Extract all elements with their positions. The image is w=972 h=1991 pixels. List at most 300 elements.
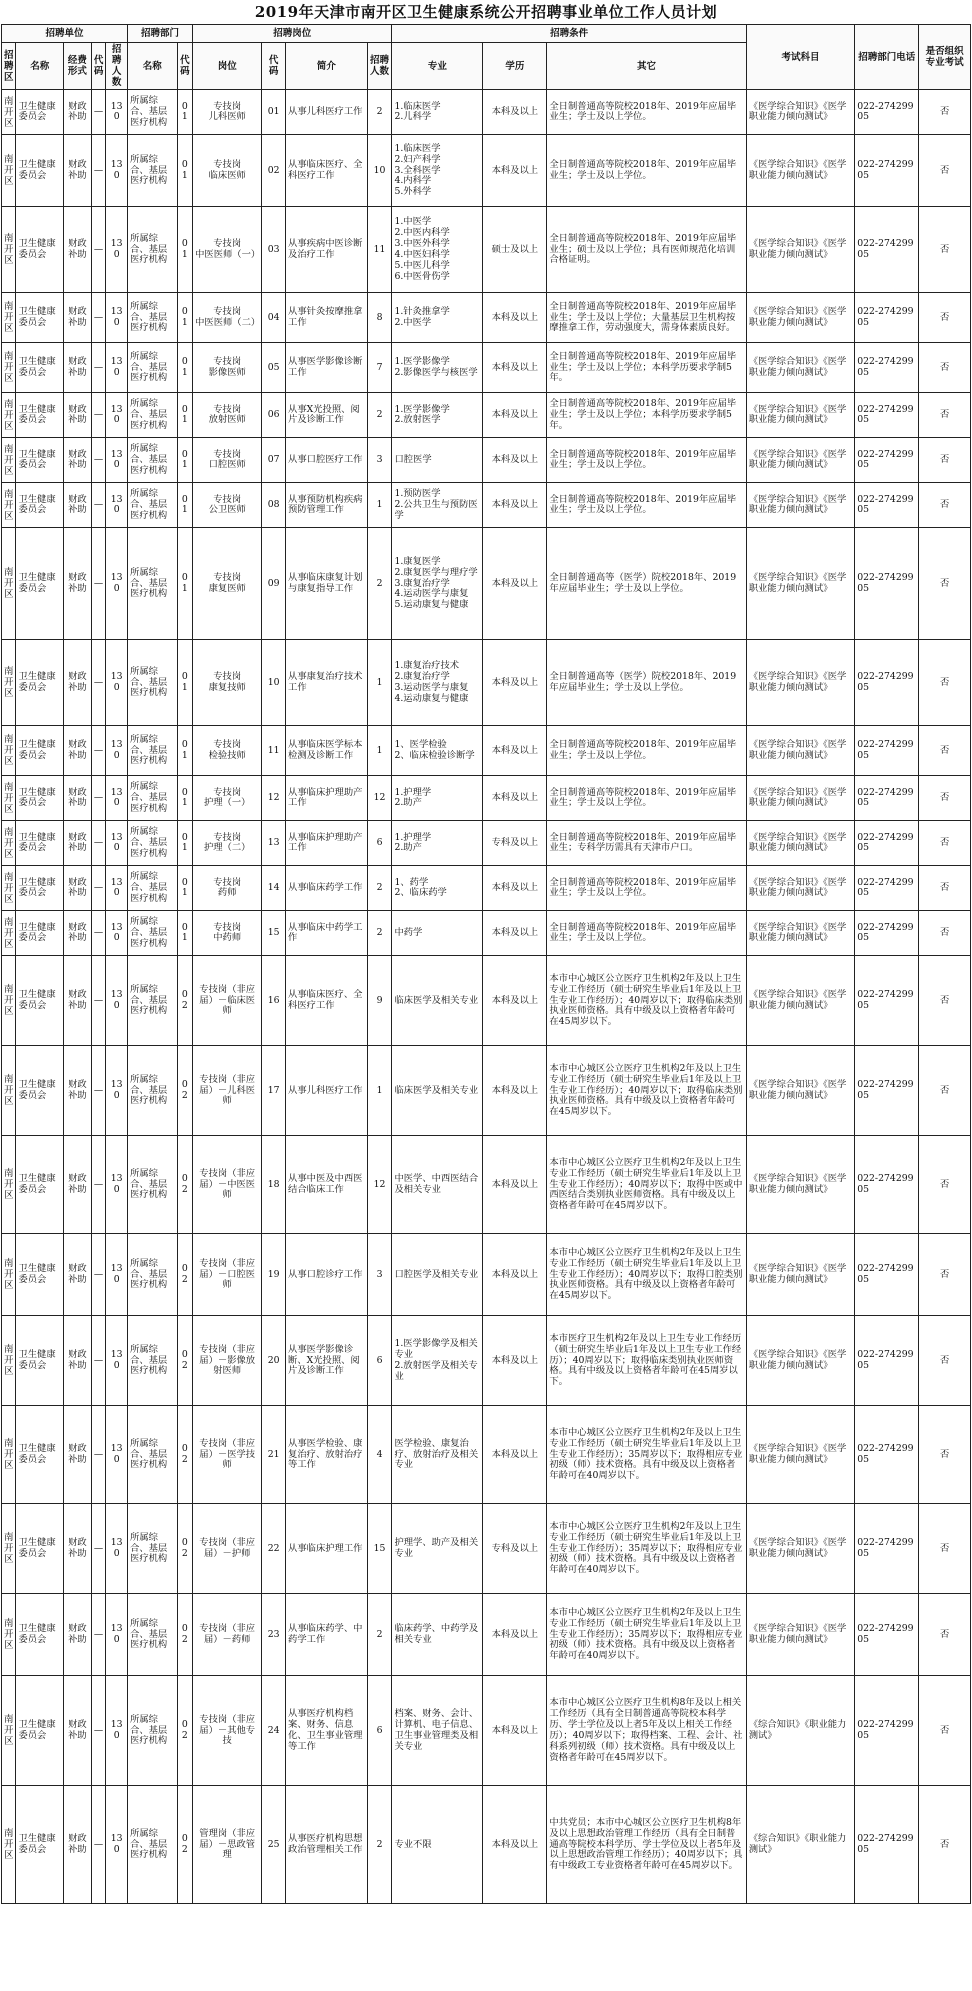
phone-cell: 022-27429905 <box>855 293 919 343</box>
other-cell: 全日制普通高等院校2018年、2019年应届毕业生；学士及以上学位。 <box>547 776 746 821</box>
unit-name-cell: 卫生健康委员会 <box>16 135 64 207</box>
funding-cell: 财政补助 <box>63 528 91 640</box>
education-cell: 本科及以上 <box>483 90 547 135</box>
exam-subject-cell: 《医学综合知识》《医学职业能力倾向测试》 <box>746 776 854 821</box>
post-code-cell: 12 <box>262 776 286 821</box>
table-row <box>2 1316 971 1406</box>
count-cell: 4 <box>367 1406 392 1504</box>
dept-code-cell: 02 <box>177 1676 193 1786</box>
post-code-cell: 09 <box>262 528 286 640</box>
header-dept-name: 名称 <box>128 43 178 90</box>
brief-cell: 从事临床康复计划与康复指导工作 <box>286 528 368 640</box>
education-cell: 本科及以上 <box>483 1046 547 1136</box>
other-cell: 本市中心城区公立医疗卫生机构2年及以上卫生专业工作经历（硕士研究生毕业后1年及以上卫生专业工作经历）；40周岁以下；取得临床类别执业医师资格。具有中级及以上资格者年龄可在45周岁以下。 <box>547 956 746 1046</box>
post-cell: 专技岗 中医医师（二） <box>193 293 262 343</box>
district-cell: 南开区 <box>2 1676 16 1786</box>
post-cell: 专技岗 药师 <box>193 866 262 911</box>
header-unit-name: 名称 <box>16 43 64 90</box>
funding-cell: 财政补助 <box>63 90 91 135</box>
district-cell: 南开区 <box>2 1046 16 1136</box>
major-cell: 临床药学、中药学及相关专业 <box>392 1594 483 1676</box>
other-cell: 全日制普通高等院校2018年、2019年应届毕业生；专科学历需具有天津市户口。 <box>547 821 746 866</box>
table-row <box>2 343 971 393</box>
prof-exam-cell: 否 <box>919 640 971 726</box>
prof-exam-cell: 否 <box>919 135 971 207</box>
prof-exam-cell: 否 <box>919 528 971 640</box>
table-row <box>2 776 971 821</box>
staff-cell: 130 <box>106 640 128 726</box>
prof-exam-cell: 否 <box>919 1594 971 1676</box>
header-group-unit: 招聘单位 <box>2 25 128 43</box>
prof-exam-cell: 否 <box>919 821 971 866</box>
dept-name-cell: 所属综合、基层医疗机构 <box>128 207 178 293</box>
dept-code-cell: 01 <box>177 866 193 911</box>
unit-code-cell: — <box>91 821 105 866</box>
exam-subject-cell: 《医学综合知识》《医学职业能力倾向测试》 <box>746 821 854 866</box>
post-cell: 专技岗（非应届）－药师 <box>193 1594 262 1676</box>
table-row <box>2 293 971 343</box>
table-row <box>2 1136 971 1234</box>
post-code-cell: 08 <box>262 483 286 528</box>
post-code-cell: 24 <box>262 1676 286 1786</box>
post-code-cell: 13 <box>262 821 286 866</box>
unit-name-cell: 卫生健康委员会 <box>16 1504 64 1594</box>
funding-cell: 财政补助 <box>63 1234 91 1316</box>
staff-cell: 130 <box>106 726 128 776</box>
unit-name-cell: 卫生健康委员会 <box>16 821 64 866</box>
staff-cell: 130 <box>106 866 128 911</box>
dept-code-cell: 02 <box>177 1316 193 1406</box>
district-cell: 南开区 <box>2 866 16 911</box>
staff-cell: 130 <box>106 1406 128 1504</box>
table-row <box>2 1786 971 1904</box>
major-cell: 口腔医学及相关专业 <box>392 1234 483 1316</box>
district-cell: 南开区 <box>2 135 16 207</box>
staff-cell: 130 <box>106 1046 128 1136</box>
header-group-dept: 招聘部门 <box>128 25 193 43</box>
district-cell: 南开区 <box>2 1786 16 1904</box>
post-code-cell: 11 <box>262 726 286 776</box>
prof-exam-cell: 否 <box>919 1504 971 1594</box>
phone-cell: 022-27429905 <box>855 438 919 483</box>
district-cell: 南开区 <box>2 911 16 956</box>
recruitment-table <box>1 24 971 1904</box>
unit-name-cell: 卫生健康委员会 <box>16 1046 64 1136</box>
dept-code-cell: 02 <box>177 1234 193 1316</box>
table-row <box>2 393 971 438</box>
phone-cell: 022-27429905 <box>855 90 919 135</box>
unit-name-cell: 卫生健康委员会 <box>16 1676 64 1786</box>
phone-cell: 022-27429905 <box>855 343 919 393</box>
dept-name-cell: 所属综合、基层医疗机构 <box>128 776 178 821</box>
funding-cell: 财政补助 <box>63 1594 91 1676</box>
other-cell: 本市医疗卫生机构2年及以上卫生专业工作经历（硕士研究生毕业后1年及以上卫生专业工作经历）；40周岁以下；取得临床类别执业医师资格。具有中级及以上资格者年龄可在45周岁以下。 <box>547 1316 746 1406</box>
district-cell: 南开区 <box>2 438 16 483</box>
funding-cell: 财政补助 <box>63 438 91 483</box>
staff-cell: 130 <box>106 207 128 293</box>
unit-code-cell: — <box>91 956 105 1046</box>
dept-code-cell: 01 <box>177 90 193 135</box>
unit-name-cell: 卫生健康委员会 <box>16 1406 64 1504</box>
dept-code-cell: 01 <box>177 640 193 726</box>
exam-subject-cell: 《医学综合知识》《医学职业能力倾向测试》 <box>746 1046 854 1136</box>
unit-code-cell: — <box>91 1234 105 1316</box>
unit-code-cell: — <box>91 528 105 640</box>
prof-exam-cell: 否 <box>919 293 971 343</box>
unit-code-cell: — <box>91 393 105 438</box>
dept-name-cell: 所属综合、基层医疗机构 <box>128 1406 178 1504</box>
unit-name-cell: 卫生健康委员会 <box>16 1316 64 1406</box>
phone-cell: 022-27429905 <box>855 393 919 438</box>
phone-cell: 022-27429905 <box>855 1676 919 1786</box>
dept-name-cell: 所属综合、基层医疗机构 <box>128 1316 178 1406</box>
staff-cell: 130 <box>106 393 128 438</box>
phone-cell: 022-27429905 <box>855 1504 919 1594</box>
district-cell: 南开区 <box>2 393 16 438</box>
exam-subject-cell: 《医学综合知识》《医学职业能力倾向测试》 <box>746 90 854 135</box>
dept-name-cell: 所属综合、基层医疗机构 <box>128 1504 178 1594</box>
table-row <box>2 528 971 640</box>
funding-cell: 财政补助 <box>63 343 91 393</box>
exam-subject-cell: 《医学综合知识》《医学职业能力倾向测试》 <box>746 1316 854 1406</box>
post-code-cell: 02 <box>262 135 286 207</box>
staff-cell: 130 <box>106 343 128 393</box>
dept-name-cell: 所属综合、基层医疗机构 <box>128 90 178 135</box>
dept-name-cell: 所属综合、基层医疗机构 <box>128 135 178 207</box>
unit-name-cell: 卫生健康委员会 <box>16 726 64 776</box>
unit-code-cell: — <box>91 911 105 956</box>
phone-cell: 022-27429905 <box>855 207 919 293</box>
phone-cell: 022-27429905 <box>855 483 919 528</box>
prof-exam-cell: 否 <box>919 438 971 483</box>
education-cell: 本科及以上 <box>483 1676 547 1786</box>
other-cell: 中共党员；本市中心城区公立医疗卫生机构8年及以上思想政治管理工作经历（具有全日制普通高等院校本科学历、学士学位及以上者5年及以上思想政治管理工作经历）；40周岁以下；具有中级政工专业资格者年龄可在45周岁以下。 <box>547 1786 746 1904</box>
table-row <box>2 911 971 956</box>
other-cell: 本市中心城区公立医疗卫生机构2年及以上卫生专业工作经历（硕士研究生毕业后1年及以上卫生专业工作经历）；35周岁以下；取得相应专业初级（师）技术资格。具有中级及以上资格者年龄可在40周岁以下。 <box>547 1504 746 1594</box>
unit-code-cell: — <box>91 1504 105 1594</box>
unit-name-cell: 卫生健康委员会 <box>16 1136 64 1234</box>
brief-cell: 从事医学影像诊断、X光投照、阅片及诊断工作 <box>286 1316 368 1406</box>
count-cell: 1 <box>367 726 392 776</box>
staff-cell: 130 <box>106 1594 128 1676</box>
staff-cell: 130 <box>106 1234 128 1316</box>
dept-name-cell: 所属综合、基层医疗机构 <box>128 1676 178 1786</box>
exam-subject-cell: 《综合知识》《职业能力测试》 <box>746 1676 854 1786</box>
education-cell: 本科及以上 <box>483 1234 547 1316</box>
dept-code-cell: 01 <box>177 393 193 438</box>
phone-cell: 022-27429905 <box>855 956 919 1046</box>
post-code-cell: 19 <box>262 1234 286 1316</box>
funding-cell: 财政补助 <box>63 483 91 528</box>
header-group-post: 招聘岗位 <box>193 25 392 43</box>
prof-exam-cell: 否 <box>919 90 971 135</box>
post-cell: 专技岗（非应届）－口腔医师 <box>193 1234 262 1316</box>
phone-cell: 022-27429905 <box>855 1316 919 1406</box>
post-cell: 专技岗 放射医师 <box>193 393 262 438</box>
dept-name-cell: 所属综合、基层医疗机构 <box>128 483 178 528</box>
dept-name-cell: 所属综合、基层医疗机构 <box>128 1136 178 1234</box>
district-cell: 南开区 <box>2 483 16 528</box>
prof-exam-cell: 否 <box>919 393 971 438</box>
unit-name-cell: 卫生健康委员会 <box>16 776 64 821</box>
exam-subject-cell: 《医学综合知识》《医学职业能力倾向测试》 <box>746 343 854 393</box>
district-cell: 南开区 <box>2 1316 16 1406</box>
post-cell: 专技岗 儿科医师 <box>193 90 262 135</box>
count-cell: 2 <box>367 866 392 911</box>
unit-name-cell: 卫生健康委员会 <box>16 640 64 726</box>
staff-cell: 130 <box>106 293 128 343</box>
unit-code-cell: — <box>91 1676 105 1786</box>
prof-exam-cell: 否 <box>919 1786 971 1904</box>
count-cell: 2 <box>367 393 392 438</box>
district-cell: 南开区 <box>2 1136 16 1234</box>
header-unit-code: 代码 <box>91 43 105 90</box>
header-education: 学历 <box>483 43 547 90</box>
dept-name-cell: 所属综合、基层医疗机构 <box>128 1046 178 1136</box>
table-row <box>2 726 971 776</box>
major-cell: 临床医学及相关专业 <box>392 956 483 1046</box>
education-cell: 本科及以上 <box>483 726 547 776</box>
brief-cell: 从事口腔诊疗工作 <box>286 1234 368 1316</box>
exam-subject-cell: 《医学综合知识》《医学职业能力倾向测试》 <box>746 640 854 726</box>
post-code-cell: 07 <box>262 438 286 483</box>
other-cell: 全日制普通高等院校2018年、2019年应届毕业生；学士及以上学位。 <box>547 483 746 528</box>
brief-cell: 从事临床护理助产工作 <box>286 821 368 866</box>
funding-cell: 财政补助 <box>63 293 91 343</box>
major-cell: 专业不限 <box>392 1786 483 1904</box>
staff-cell: 130 <box>106 911 128 956</box>
dept-code-cell: 02 <box>177 956 193 1046</box>
dept-code-cell: 01 <box>177 726 193 776</box>
unit-code-cell: — <box>91 343 105 393</box>
table-row <box>2 1594 971 1676</box>
major-cell: 1.康复医学 2.康复医学与理疗学 3.康复治疗学 4.运动医学与康复 5.运动康复与健康 <box>392 528 483 640</box>
dept-name-cell: 所属综合、基层医疗机构 <box>128 956 178 1046</box>
post-code-cell: 03 <box>262 207 286 293</box>
dept-code-cell: 01 <box>177 207 193 293</box>
major-cell: 1、药学 2、临床药学 <box>392 866 483 911</box>
unit-code-cell: — <box>91 726 105 776</box>
post-cell: 专技岗（非应届）－中医医师 <box>193 1136 262 1234</box>
staff-cell: 130 <box>106 1504 128 1594</box>
funding-cell: 财政补助 <box>63 911 91 956</box>
unit-code-cell: — <box>91 776 105 821</box>
education-cell: 本科及以上 <box>483 776 547 821</box>
unit-name-cell: 卫生健康委员会 <box>16 1594 64 1676</box>
post-code-cell: 20 <box>262 1316 286 1406</box>
count-cell: 2 <box>367 911 392 956</box>
exam-subject-cell: 《医学综合知识》《医学职业能力倾向测试》 <box>746 1406 854 1504</box>
prof-exam-cell: 否 <box>919 1136 971 1234</box>
post-code-cell: 18 <box>262 1136 286 1234</box>
dept-code-cell: 02 <box>177 1504 193 1594</box>
post-cell: 专技岗（非应届）－其他专技 <box>193 1676 262 1786</box>
exam-subject-cell: 《医学综合知识》《医学职业能力倾向测试》 <box>746 1594 854 1676</box>
district-cell: 南开区 <box>2 1504 16 1594</box>
table-row <box>2 483 971 528</box>
prof-exam-cell: 否 <box>919 1676 971 1786</box>
brief-cell: 从事临床医学标本检测及诊断工作 <box>286 726 368 776</box>
header-staff: 招聘人数 <box>106 43 128 90</box>
major-cell: 中药学 <box>392 911 483 956</box>
unit-code-cell: — <box>91 1316 105 1406</box>
post-code-cell: 21 <box>262 1406 286 1504</box>
post-cell: 专技岗（非应届）－护师 <box>193 1504 262 1594</box>
post-cell: 专技岗 公卫医师 <box>193 483 262 528</box>
district-cell: 南开区 <box>2 293 16 343</box>
dept-code-cell: 01 <box>177 293 193 343</box>
count-cell: 6 <box>367 1316 392 1406</box>
post-cell: 专技岗 护理（一） <box>193 776 262 821</box>
exam-subject-cell: 《医学综合知识》《医学职业能力倾向测试》 <box>746 1136 854 1234</box>
header-prof-exam: 是否组织专业考试 <box>919 25 971 90</box>
funding-cell: 财政补助 <box>63 640 91 726</box>
dept-code-cell: 02 <box>177 1786 193 1904</box>
table-row <box>2 1504 971 1594</box>
dept-name-cell: 所属综合、基层医疗机构 <box>128 393 178 438</box>
post-cell: 专技岗 口腔医师 <box>193 438 262 483</box>
prof-exam-cell: 否 <box>919 866 971 911</box>
staff-cell: 130 <box>106 135 128 207</box>
count-cell: 2 <box>367 528 392 640</box>
brief-cell: 从事康复治疗技术工作 <box>286 640 368 726</box>
funding-cell: 财政补助 <box>63 1316 91 1406</box>
funding-cell: 财政补助 <box>63 821 91 866</box>
district-cell: 南开区 <box>2 726 16 776</box>
dept-name-cell: 所属综合、基层医疗机构 <box>128 438 178 483</box>
post-code-cell: 16 <box>262 956 286 1046</box>
post-cell: 专技岗 临床医师 <box>193 135 262 207</box>
unit-name-cell: 卫生健康委员会 <box>16 393 64 438</box>
prof-exam-cell: 否 <box>919 483 971 528</box>
district-cell: 南开区 <box>2 1406 16 1504</box>
funding-cell: 财政补助 <box>63 866 91 911</box>
education-cell: 本科及以上 <box>483 528 547 640</box>
prof-exam-cell: 否 <box>919 343 971 393</box>
dept-code-cell: 02 <box>177 1406 193 1504</box>
major-cell: 1、医学检验 2、临床检验诊断学 <box>392 726 483 776</box>
dept-code-cell: 02 <box>177 1046 193 1136</box>
post-code-cell: 14 <box>262 866 286 911</box>
unit-name-cell: 卫生健康委员会 <box>16 911 64 956</box>
post-cell: 专技岗 康复医师 <box>193 528 262 640</box>
prof-exam-cell: 否 <box>919 1406 971 1504</box>
funding-cell: 财政补助 <box>63 776 91 821</box>
exam-subject-cell: 《医学综合知识》《医学职业能力倾向测试》 <box>746 1504 854 1594</box>
phone-cell: 022-27429905 <box>855 1136 919 1234</box>
brief-cell: 从事口腔医疗工作 <box>286 438 368 483</box>
staff-cell: 130 <box>106 528 128 640</box>
post-cell: 专技岗（非应届）－医学技师 <box>193 1406 262 1504</box>
education-cell: 硕士及以上 <box>483 207 547 293</box>
major-cell: 1.临床医学 2.妇产科学 3.全科医学 4.内科学 5.外科学 <box>392 135 483 207</box>
brief-cell: 从事针灸按摩推拿工作 <box>286 293 368 343</box>
count-cell: 1 <box>367 1046 392 1136</box>
other-cell: 全日制普通高等院校2018年、2019年应届毕业生；学士及以上学位。 <box>547 866 746 911</box>
brief-cell: 从事临床护理助产工作 <box>286 776 368 821</box>
table-row <box>2 866 971 911</box>
dept-name-cell: 所属综合、基层医疗机构 <box>128 1786 178 1904</box>
dept-code-cell: 01 <box>177 135 193 207</box>
unit-name-cell: 卫生健康委员会 <box>16 293 64 343</box>
post-cell: 专技岗（非应届）－影像放射医师 <box>193 1316 262 1406</box>
education-cell: 专科及以上 <box>483 1504 547 1594</box>
staff-cell: 130 <box>106 438 128 483</box>
post-cell: 专技岗 影像医师 <box>193 343 262 393</box>
dept-name-cell: 所属综合、基层医疗机构 <box>128 640 178 726</box>
post-code-cell: 01 <box>262 90 286 135</box>
count-cell: 7 <box>367 343 392 393</box>
other-cell: 全日制普通高等院校2018年、2019年应届毕业生；学士及以上学位；本科学历要求学制5年。 <box>547 393 746 438</box>
header-major: 专业 <box>392 43 483 90</box>
table-row <box>2 956 971 1046</box>
education-cell: 本科及以上 <box>483 1136 547 1234</box>
dept-name-cell: 所属综合、基层医疗机构 <box>128 726 178 776</box>
post-cell: 专技岗（非应届）－儿科医师 <box>193 1046 262 1136</box>
prof-exam-cell: 否 <box>919 726 971 776</box>
staff-cell: 130 <box>106 776 128 821</box>
phone-cell: 022-27429905 <box>855 866 919 911</box>
post-code-cell: 15 <box>262 911 286 956</box>
unit-code-cell: — <box>91 1046 105 1136</box>
count-cell: 2 <box>367 1786 392 1904</box>
education-cell: 本科及以上 <box>483 135 547 207</box>
exam-subject-cell: 《医学综合知识》《医学职业能力倾向测试》 <box>746 483 854 528</box>
table-row <box>2 821 971 866</box>
unit-code-cell: — <box>91 1786 105 1904</box>
prof-exam-cell: 否 <box>919 776 971 821</box>
header-funding: 经费形式 <box>63 43 91 90</box>
staff-cell: 130 <box>106 1676 128 1786</box>
post-code-cell: 22 <box>262 1504 286 1594</box>
exam-subject-cell: 《医学综合知识》《医学职业能力倾向测试》 <box>746 956 854 1046</box>
exam-subject-cell: 《医学综合知识》《医学职业能力倾向测试》 <box>746 726 854 776</box>
unit-name-cell: 卫生健康委员会 <box>16 483 64 528</box>
major-cell: 1.护理学 2.助产 <box>392 776 483 821</box>
other-cell: 全日制普通高等院校2018年、2019年应届毕业生；学士及以上学位；大量基层卫生机构按摩推拿工作，劳动强度大，需身体素质良好。 <box>547 293 746 343</box>
district-cell: 南开区 <box>2 956 16 1046</box>
post-cell: 专技岗 检验技师 <box>193 726 262 776</box>
other-cell: 本市中心城区公立医疗卫生机构8年及以上相关工作经历（具有全日制普通高等院校本科学历、学士学位及以上者5年及以上相关工作经历）；40周岁以下；取得档案、工程、会计、社科系列初级（师）技术资格。具有中级及以上资格者年龄可在45周岁以下。 <box>547 1676 746 1786</box>
education-cell: 本科及以上 <box>483 640 547 726</box>
dept-code-cell: 01 <box>177 911 193 956</box>
post-code-cell: 17 <box>262 1046 286 1136</box>
dept-code-cell: 01 <box>177 528 193 640</box>
dept-name-cell: 所属综合、基层医疗机构 <box>128 1234 178 1316</box>
table-row <box>2 640 971 726</box>
unit-code-cell: — <box>91 293 105 343</box>
staff-cell: 130 <box>106 90 128 135</box>
education-cell: 本科及以上 <box>483 956 547 1046</box>
exam-subject-cell: 《医学综合知识》《医学职业能力倾向测试》 <box>746 393 854 438</box>
education-cell: 本科及以上 <box>483 1594 547 1676</box>
staff-cell: 130 <box>106 821 128 866</box>
district-cell: 南开区 <box>2 343 16 393</box>
phone-cell: 022-27429905 <box>855 776 919 821</box>
unit-name-cell: 卫生健康委员会 <box>16 207 64 293</box>
funding-cell: 财政补助 <box>63 1046 91 1136</box>
dept-code-cell: 02 <box>177 1136 193 1234</box>
table-row <box>2 1676 971 1786</box>
other-cell: 本市中心城区公立医疗卫生机构2年及以上卫生专业工作经历（硕士研究生毕业后1年及以上卫生专业工作经历）；40周岁以下；取得口腔类别执业医师资格。具有中级及以上资格者年龄可在45周岁以下。 <box>547 1234 746 1316</box>
count-cell: 3 <box>367 1234 392 1316</box>
education-cell: 本科及以上 <box>483 1316 547 1406</box>
table-row <box>2 1046 971 1136</box>
district-cell: 南开区 <box>2 207 16 293</box>
major-cell: 1.针灸推拿学 2.中医学 <box>392 293 483 343</box>
brief-cell: 从事中医及中西医结合临床工作 <box>286 1136 368 1234</box>
other-cell: 本市中心城区公立医疗卫生机构2年及以上卫生专业工作经历（硕士研究生毕业后1年及以上卫生专业工作经历）；35周岁以下；取得相应专业初级（师）技术资格。具有中级及以上资格者年龄可在40周岁以下。 <box>547 1594 746 1676</box>
